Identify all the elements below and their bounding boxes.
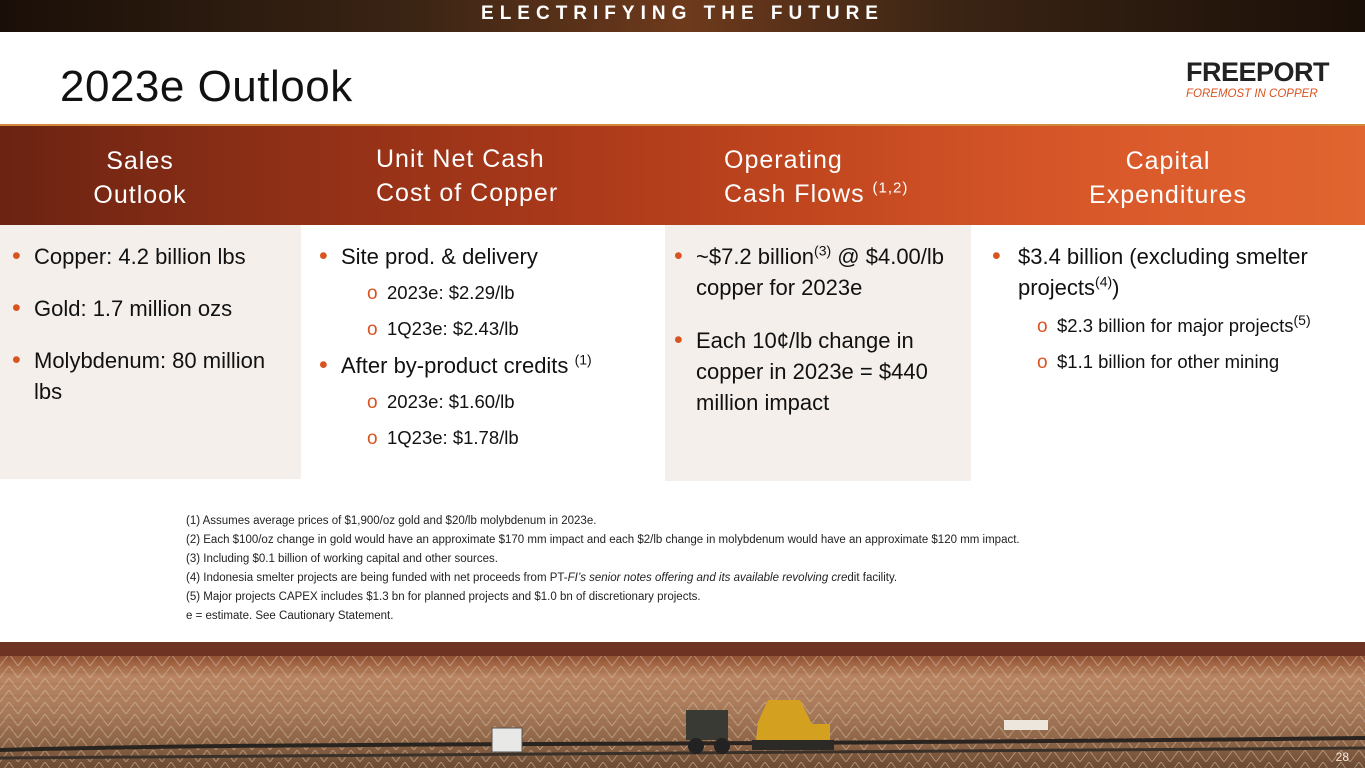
list-item: • Each 10¢/lb change in copper in 2023e = $440 million impact: [674, 325, 964, 418]
sub-item: o 1Q23e: $2.43/lb: [367, 318, 519, 340]
list-item: • ~$7.2 billion$^{(3)}$ @ $4.00/lb copper for 2023e: [674, 241, 964, 303]
freeport-logo: [1186, 58, 1331, 101]
header-unit-net-cash-cost: Unit Net Cash Cost of Copper: [376, 145, 559, 207]
capex-list: [992, 241, 1357, 385]
page-title: 2023e Outlook: [60, 62, 353, 111]
footnote-4: (4) Indonesia smelter projects are being funded with net proceeds from PT-FI’s senior notes offering and its available revolving credit facility.: [186, 572, 898, 584]
sub-item: o $1.1 billion for other mining: [1037, 351, 1280, 373]
footnote-ref: (4): [1095, 273, 1113, 290]
unit-cost-list: [319, 241, 659, 461]
footnote-ref: (3): [814, 242, 832, 259]
sub-item: o 2023e: $2.29/lb: [367, 282, 515, 304]
list-item: • Molybdenum: 80 million lbs: [12, 345, 292, 407]
logo-name: FREEPORT: [1186, 57, 1330, 87]
list-item: • Site prod. & delivery: [319, 241, 659, 272]
sales-outlook-list: [12, 241, 292, 428]
cash-flows-list: [674, 241, 964, 439]
header-sales-outlook: Sales Outlook: [93, 147, 187, 209]
sub-item: o 2023e: $1.60/lb: [367, 391, 515, 413]
list-item: • Copper: 4.2 billion lbs: [12, 241, 292, 272]
mine-site-photo: [0, 642, 1365, 768]
footnote-6: e = estimate. See Cautionary Statement.: [186, 610, 394, 622]
sub-item: o 1Q23e: $1.78/lb: [367, 427, 519, 449]
list-item: • After by-product credits $^{(1)}$: [319, 350, 659, 381]
list-item: • $3.4 billion (excluding smelter projects$^{(4)}$): [992, 241, 1357, 303]
footnote-ref: (5): [1293, 311, 1311, 328]
footnote-1: (1) Assumes average prices of $1,900/oz gold and $20/lb molybdenum in 2023e.: [186, 515, 597, 527]
footnote-2: (2) Each $100/oz change in gold would have an approximate $170 mm impact and each $2/lb change in molybdenum would have an approximate $120 mm impact.: [186, 534, 1020, 546]
footnote-3: (3) Including $0.1 billion of working capital and other sources.: [186, 553, 498, 565]
header-capital-expenditures: Capital Expenditures: [1089, 147, 1247, 209]
footnotes: [186, 512, 1020, 626]
footnote-ref: (1): [574, 351, 592, 368]
sub-item: o $2.3 billion for major projects$^{(5)}$: [1037, 311, 1311, 337]
logo-tagline: FOREMOST IN COPPER: [1186, 88, 1318, 100]
page-number: 28: [1335, 750, 1349, 764]
header-footnote-ref: (1,2): [872, 179, 909, 197]
header-operating-cash-flows: Operating Cash Flows $^{(1,2)}$: [724, 146, 909, 208]
list-item: • Gold: 1.7 million ozs: [12, 293, 292, 324]
banner-text: ELECTRIFYING THE FUTURE: [481, 3, 884, 24]
footnote-5: (5) Major projects CAPEX includes $1.3 bn for planned projects and $1.0 bn of discretionary projects.: [186, 591, 701, 603]
mine-site-illustration: [0, 642, 1365, 768]
